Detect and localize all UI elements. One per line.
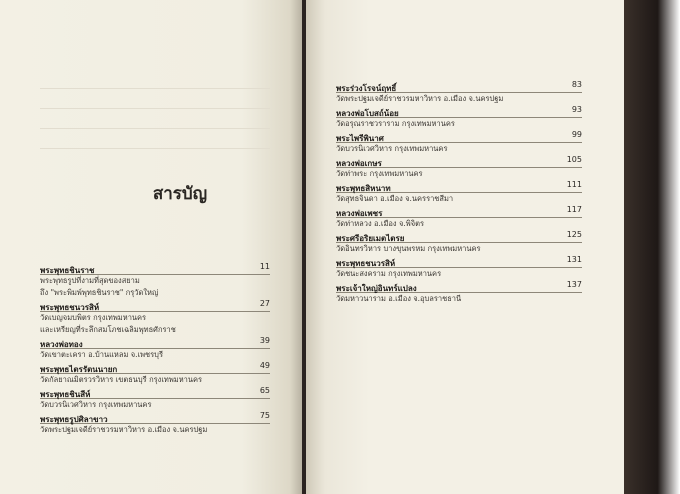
toc-entry [336,130,582,155]
toc-entry-subtitle: วัดอินทรวิหาร บางขุนพรหม กรุงเทพมหานคร [336,244,481,253]
left-page [0,0,302,494]
right-page [306,0,624,494]
toc-entry-page-number: 111 [566,180,582,189]
toc-entry-page-number: 93 [571,105,582,114]
toc-entry-heading [40,336,270,349]
toc-entry-subtitle: วัดอรุณราชวราราม กรุงเทพมหานคร [336,119,455,128]
toc-entry-title: พระพุทธไตรรัตนนายก [40,365,118,374]
toc-entry-title: พระพุทธชนวรสิห์ [336,259,396,268]
toc-entry-heading [40,411,270,424]
toc-entry-subtitle: ถึง "พระพิมพ์พุทธชินราช" กรุวัดใหญ่ [40,288,159,297]
toc-entry-page-number: 83 [571,80,582,89]
toc-entry-heading [336,255,582,268]
toc-entry [40,299,270,336]
toc-entry-page-number: 27 [259,299,270,308]
toc-entry-subtitle: วัดกัลยาณมิตรวรวิหาร เขตธนบุรี กรุงเทพมหานคร [40,375,203,384]
toc-entry-title: หลวงพ่อเพชร [336,209,383,218]
toc-entry-title: หลวงพ่อทอง [40,340,83,349]
toc-entry [336,255,582,280]
bleed-through-line [40,108,270,109]
toc-entry-subtitle: วัดสุทธจินดา อ.เมือง จ.นครราชสีมา [336,194,454,203]
toc-entry-subtitle: วัดบวรนิเวศวิหาร กรุงเทพมหานคร [40,400,152,409]
toc-list-right [336,80,582,305]
toc-entry-page-number: 125 [566,230,582,239]
toc-entry-page-number: 49 [259,361,270,370]
toc-entry-subtitle: วัดท่าหลวง อ.เมือง จ.พิจิตร [336,219,424,228]
toc-entry-heading [336,105,582,118]
toc-entry-page-number: 117 [566,205,582,214]
toc-entry [336,230,582,255]
toc-entry-page-number: 11 [259,262,270,271]
toc-entry-page-number: 99 [571,130,582,139]
toc-list-left [40,262,270,436]
toc-entry [40,361,270,386]
toc-entry-heading [40,386,270,399]
toc-entry-title: พระพุทธชินสีห์ [40,390,91,399]
toc-entry-heading [336,280,582,293]
toc-entry [40,262,270,299]
toc-entry [40,386,270,411]
toc-entry-heading [336,130,582,143]
toc-entry-subtitle: วัดเขาตะเครา อ.บ้านแหลม จ.เพชรบุรี [40,350,163,359]
toc-entry [40,411,270,436]
toc-entry-page-number: 137 [566,280,582,289]
toc-entry-title: พระไพรีพินาศ [336,134,384,143]
bleed-through-line [40,148,270,149]
toc-entry-title: พระศรีอริยเมตไตรย [336,234,405,243]
toc-entry-title: พระร่วงโรจน์ฤทธิ์ [336,84,397,93]
toc-entry-subtitle: วัดมหาวนาราม อ.เมือง จ.อุบลราชธานี [336,294,462,303]
toc-entry [336,280,582,305]
toc-entry-title: พระพุทธชนวรสิห์ [40,303,100,312]
toc-entry-heading [336,155,582,168]
bleed-through-line [40,88,270,89]
toc-entry-page-number: 75 [259,411,270,420]
toc-entry [40,336,270,361]
toc-entry [336,155,582,180]
toc-entry-subtitle: วัดบวรนิเวศวิหาร กรุงเทพมหานคร [336,144,448,153]
toc-entry-title: พระเจ้าใหญ่อินทร์แปลง [336,284,417,293]
toc-entry-title: พระพุทธสิหนาท [336,184,391,193]
toc-entry-heading [336,230,582,243]
toc-entry-title: พระพุทธรูปศิลาขาว [40,415,108,424]
toc-entry-subtitle: วัดท่าพระ กรุงเทพมหานคร [336,169,423,178]
toc-entry [336,180,582,205]
toc-entry-heading [336,80,582,93]
book-edge [624,0,680,494]
toc-entry [336,205,582,230]
toc-entry-page-number: 39 [259,336,270,345]
toc-entry-heading [336,180,582,193]
toc-entry-heading [40,361,270,374]
toc-entry-subtitle: วัดพระปฐมเจดีย์ราชวรมหาวิหาร อ.เมือง จ.นครปฐม [336,94,504,103]
toc-entry-title: พระพุทธชินราช [40,266,95,275]
toc-entry-subtitle: วัดเบญจมบพิตร กรุงเทพมหานคร [40,313,147,322]
toc-entry-subtitle: วัดพระปฐมเจดีย์ราชวรมหาวิหาร อ.เมือง จ.นครปฐม [40,425,208,434]
toc-entry-title: หลวงพ่อเกษร [336,159,382,168]
toc-entry-heading [336,205,582,218]
toc-entry-page-number: 105 [566,155,582,164]
toc-entry-page-number: 65 [259,386,270,395]
toc-entry-subtitle: พระพุทธรูปที่งามที่สุดของสยาม [40,276,140,285]
toc-entry-title: หลวงพ่อโบสถ์น้อย [336,109,399,118]
toc-title: สารบัญ [152,184,208,204]
toc-entry-subtitle: วัดชนะสงคราม กรุงเทพมหานคร [336,269,442,278]
toc-entry-subtitle: และเหรียญที่ระลึกสมโภชเฉลิมพุทธศักราช [40,325,176,334]
bleed-through-line [40,128,270,129]
toc-entry [336,105,582,130]
toc-entry-page-number: 131 [566,255,582,264]
toc-entry-heading [40,299,270,312]
toc-entry-heading [40,262,270,275]
toc-entry [336,80,582,105]
